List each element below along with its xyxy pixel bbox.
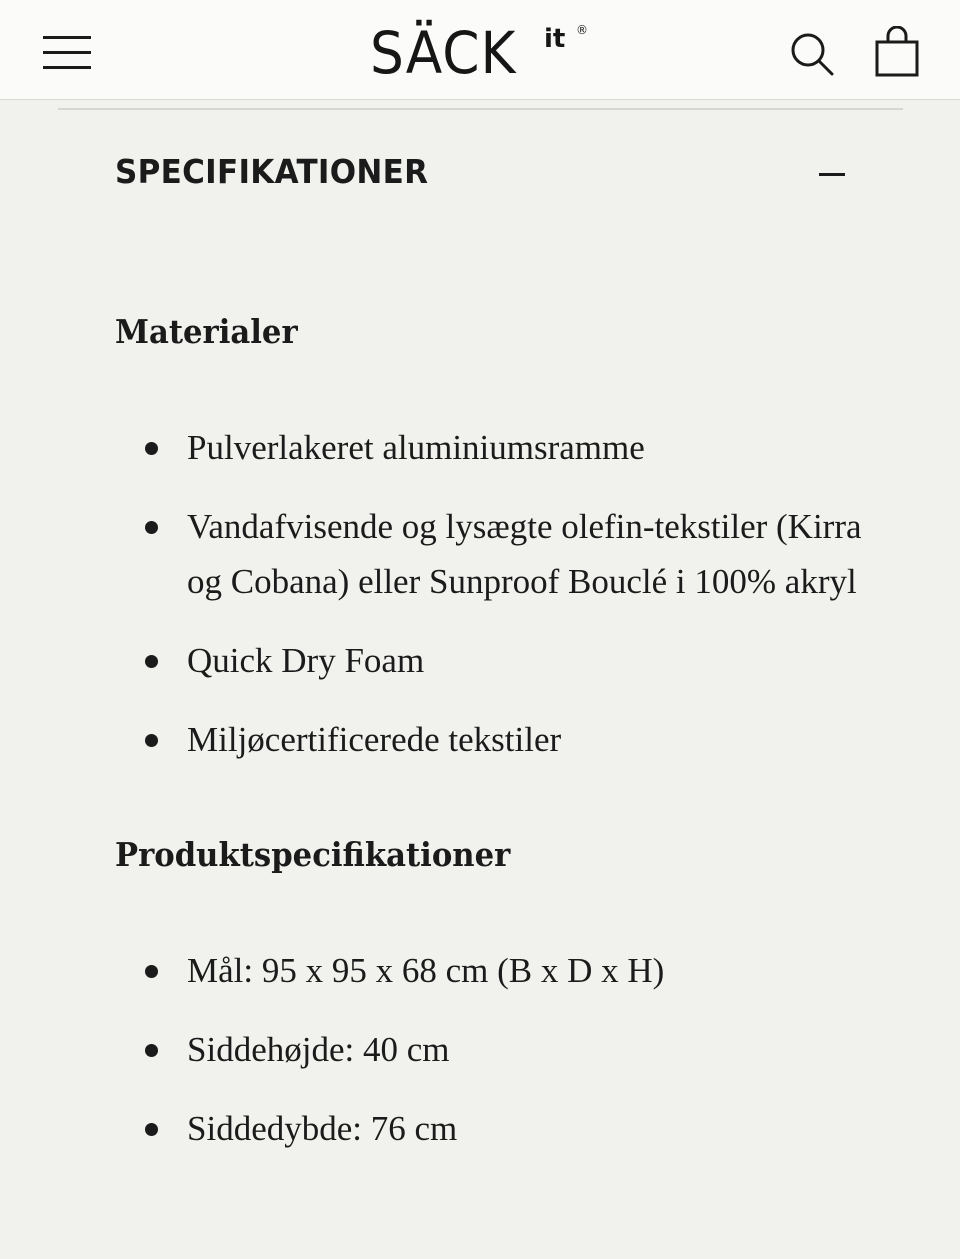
- top-header: [0, 0, 960, 100]
- logo-wordmark: SÄCK: [370, 19, 517, 87]
- sackit-logo[interactable]: [370, 19, 592, 87]
- section-title: SPECIFIKATIONER: [115, 152, 429, 191]
- logo-superscript: it: [544, 24, 566, 54]
- product-specifications-heading: Produktspecifikationer: [115, 835, 511, 874]
- search-icon[interactable]: [790, 32, 834, 76]
- hamburger-menu-icon[interactable]: [43, 34, 91, 70]
- list-item: Siddedybde: 76 cm: [115, 1101, 875, 1156]
- materials-heading: Materialer: [115, 312, 298, 351]
- list-item: Pulverlakeret aluminiumsramme: [115, 420, 875, 475]
- list-item: Mål: 95 x 95 x 68 cm (B x D x H): [115, 943, 875, 998]
- list-item: Miljøcertificerede tekstiler: [115, 712, 875, 767]
- registered-mark: ®: [576, 23, 588, 37]
- specifications-content: [115, 300, 875, 1180]
- list-item: Quick Dry Foam: [115, 633, 875, 688]
- materials-list: [115, 420, 875, 767]
- list-item: Siddehøjde: 40 cm: [115, 1022, 875, 1077]
- specifications-accordion-header[interactable]: [58, 110, 903, 240]
- minus-icon[interactable]: [819, 173, 845, 176]
- shopping-bag-icon[interactable]: [874, 26, 920, 78]
- list-item: Vandafvisende og lysægte olefin-tekstiler (Kirra og Cobana) eller Sunproof Bouclé i 100% akryl: [115, 499, 875, 609]
- product-specifications-list: [115, 943, 875, 1156]
